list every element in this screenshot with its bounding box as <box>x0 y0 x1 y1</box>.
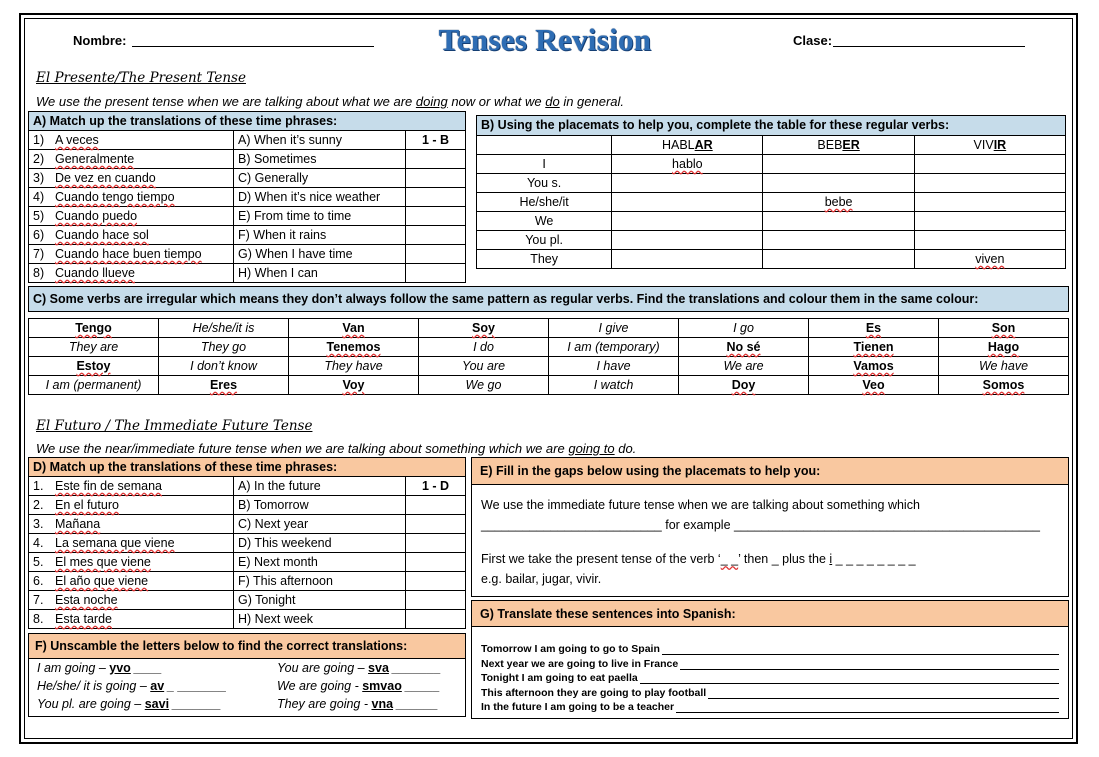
verb-card-text: You are <box>461 358 506 373</box>
phrase-en: F) When it rains <box>234 226 406 245</box>
verb-header <box>612 136 763 155</box>
conjugation-cell[interactable] <box>612 155 763 174</box>
answer-cell[interactable] <box>406 264 466 283</box>
verb-card-text: We are <box>723 358 764 373</box>
answer-cell[interactable] <box>406 610 466 629</box>
box-e-line-2: __________________________ for example ____________________________________________ <box>481 518 1040 532</box>
unscramble-prompt: He/she/ it is going – <box>37 679 151 693</box>
phrase-es-cell <box>29 188 234 207</box>
answer-cell[interactable] <box>406 515 466 534</box>
phrase-es: El mes que viene <box>55 554 151 569</box>
verb-card-text: They go <box>200 339 247 354</box>
clase-field[interactable] <box>833 32 1025 47</box>
table-row <box>29 515 466 534</box>
verb-card[interactable] <box>679 357 809 376</box>
row-number: 8. <box>33 611 44 626</box>
verb-card[interactable] <box>159 338 289 357</box>
phrase-es: A veces <box>55 132 99 147</box>
verb-card[interactable] <box>939 319 1069 338</box>
verb-card-text: Vamos <box>853 358 894 373</box>
box-e-line-4: e.g. bailar, jugar, vivir. <box>481 572 602 586</box>
verb-card[interactable] <box>29 376 159 395</box>
verb-stem: VIV <box>973 137 994 152</box>
phrase-es-cell <box>29 534 234 553</box>
table-row <box>477 155 1066 174</box>
conjugation-cell[interactable] <box>763 212 914 231</box>
verb-card[interactable] <box>289 357 419 376</box>
present-intro: We use the present tense when we are talking about what we are doing now or what we do in general. <box>36 94 625 109</box>
answer-line <box>708 688 1059 699</box>
table-c <box>28 318 1069 395</box>
translate-item[interactable] <box>481 643 1059 655</box>
verb-card[interactable] <box>809 357 939 376</box>
table-a <box>28 111 466 283</box>
table-row <box>29 572 466 591</box>
box-f <box>28 633 466 717</box>
phrase-en: F) This afternoon <box>234 572 406 591</box>
phrase-es-cell <box>29 610 234 629</box>
phrase-es-cell <box>29 496 234 515</box>
table-row <box>29 376 1069 395</box>
phrase-es: Cuando hace buen tiempo <box>55 246 202 261</box>
unscramble-item[interactable] <box>37 697 221 711</box>
scrambled-word: sva <box>368 661 389 675</box>
unscramble-prompt: You pl. are going – <box>37 697 145 711</box>
phrase-en: A) In the future <box>234 477 406 496</box>
phrase-es: Esta tarde <box>55 611 112 626</box>
phrase-en: D) When it’s nice weather <box>234 188 406 207</box>
unscramble-item[interactable] <box>277 661 441 675</box>
phrase-es: La semana que viene <box>55 535 175 550</box>
verb-card-text: Van <box>342 320 365 335</box>
scrambled-word: yvo <box>109 661 131 675</box>
phrase-en: G) When I have time <box>234 245 406 264</box>
table-row <box>29 496 466 515</box>
phrase-en: E) From time to time <box>234 207 406 226</box>
unscramble-prompt: We are going - <box>277 679 363 693</box>
phrase-en: A) When it’s sunny <box>234 131 406 150</box>
verb-card[interactable] <box>809 338 939 357</box>
translate-item[interactable] <box>481 687 1059 699</box>
box-e-line-1: We use the immediate future tense when we are talking about something which <box>481 498 920 512</box>
verb-card[interactable] <box>809 319 939 338</box>
translate-item[interactable] <box>481 658 1059 670</box>
verb-card-text: Tenemos <box>326 339 381 354</box>
verb-card[interactable] <box>289 338 419 357</box>
verb-card[interactable] <box>29 338 159 357</box>
answer-cell[interactable] <box>406 534 466 553</box>
pronoun: He/she/it <box>477 193 612 212</box>
verb-card[interactable] <box>419 338 549 357</box>
phrase-es-cell <box>29 226 234 245</box>
phrase-en: G) Tonight <box>234 591 406 610</box>
table-row <box>29 207 466 226</box>
table-row <box>477 193 1066 212</box>
table-row <box>29 131 466 150</box>
phrase-es: Cuando hace sol <box>55 227 149 242</box>
answer-blank: _______ <box>388 661 442 675</box>
phrase-en: E) Next month <box>234 553 406 572</box>
conjugation-cell[interactable] <box>763 193 914 212</box>
conjugation-cell[interactable] <box>612 193 763 212</box>
phrase-es: Cuando tengo tiempo <box>55 189 175 204</box>
row-number: 6) <box>33 227 45 242</box>
verb-card[interactable] <box>549 319 679 338</box>
phrase-es-cell <box>29 131 234 150</box>
verb-card-text: I don’t know <box>190 358 257 373</box>
verb-card[interactable] <box>939 338 1069 357</box>
answer-cell[interactable] <box>406 496 466 515</box>
row-number: 1. <box>33 478 44 493</box>
conjugation-cell[interactable] <box>914 193 1065 212</box>
answer-blank: _ _______ <box>164 679 227 693</box>
sentence-en: In the future I am going to be a teacher <box>481 701 675 713</box>
phrase-es-cell <box>29 207 234 226</box>
table-row <box>29 264 466 283</box>
verb-card-text: Soy <box>472 320 495 335</box>
box-f-header: F) Unscamble the letters below to find the correct translations: <box>29 634 465 659</box>
row-number: 3. <box>33 516 44 531</box>
verb-card-text: Eres <box>209 377 238 392</box>
verb-card[interactable] <box>809 376 939 395</box>
conjugation-cell[interactable] <box>914 231 1065 250</box>
pronoun: You pl. <box>477 231 612 250</box>
table-row <box>29 338 1069 357</box>
table-row <box>29 169 466 188</box>
verb-card-text: They are <box>68 339 119 354</box>
answer-cell[interactable] <box>406 572 466 591</box>
answer-blank: _______ <box>169 697 222 711</box>
verb-header-row <box>477 136 1066 155</box>
answer-blank: ____ <box>130 661 163 675</box>
unscramble-item[interactable] <box>37 679 227 693</box>
table-row <box>477 212 1066 231</box>
conjugation-cell[interactable] <box>914 212 1065 231</box>
scrambled-word: av <box>150 679 165 693</box>
verb-card[interactable] <box>159 319 289 338</box>
verb-card-text: No sé <box>726 339 761 354</box>
verb-card[interactable] <box>29 319 159 338</box>
table-row <box>477 231 1066 250</box>
verb-ending: IR <box>993 137 1007 152</box>
verb-card-text: Estoy <box>76 358 111 373</box>
verb-card-text: I do <box>473 339 494 354</box>
box-g <box>471 600 1069 719</box>
verb-card[interactable] <box>679 338 809 357</box>
conjugation-cell[interactable] <box>612 231 763 250</box>
sentence-en: This afternoon they are going to play football <box>481 686 707 699</box>
table-row <box>29 610 466 629</box>
verb-card-text: Voy <box>342 377 365 392</box>
phrase-es: Esta noche <box>55 592 118 607</box>
verb-card[interactable] <box>419 319 549 338</box>
answer-cell[interactable] <box>406 591 466 610</box>
answer-line <box>640 673 1059 684</box>
pronoun: I <box>477 155 612 174</box>
empty-cell <box>477 136 612 155</box>
row-number: 6. <box>33 573 44 588</box>
clase-label: Clase: <box>793 33 833 48</box>
verb-card-text: I watch <box>593 377 634 392</box>
table-a-header: A) Match up the translations of these time phrases: <box>29 112 466 131</box>
phrase-en: D) This weekend <box>234 534 406 553</box>
translate-item[interactable] <box>481 672 1059 684</box>
translate-item[interactable] <box>481 701 1059 713</box>
verb-card-text: I am (temporary) <box>567 339 660 354</box>
conjugation-cell[interactable] <box>612 212 763 231</box>
row-number: 5) <box>33 208 45 223</box>
conjugation-cell[interactable] <box>914 250 1065 269</box>
box-e-line-3: First we take the present tense of the verb ‘_ _’ then _ plus the i _ _ _ _ _ _ _ _ <box>481 552 916 566</box>
unscramble-prompt: I am going – <box>37 661 110 675</box>
conjugation: hablo <box>672 156 703 171</box>
row-number: 3) <box>33 170 45 185</box>
verb-stem: HABL <box>661 137 695 152</box>
verb-card-text: Son <box>991 320 1016 335</box>
page-title: Tenses Revision <box>438 22 652 57</box>
conjugation-cell[interactable] <box>763 174 914 193</box>
verb-card[interactable] <box>29 357 159 376</box>
answer-cell[interactable] <box>406 188 466 207</box>
phrase-es-cell <box>29 264 234 283</box>
answer-cell[interactable] <box>406 207 466 226</box>
verb-card-text: Veo <box>862 377 885 392</box>
phrase-en: H) Next week <box>234 610 406 629</box>
table-d-header: D) Match up the translations of these time phrases: <box>29 458 466 477</box>
table-row <box>29 553 466 572</box>
phrase-en: B) Tomorrow <box>234 496 406 515</box>
table-row <box>29 357 1069 376</box>
table-row <box>29 226 466 245</box>
unscramble-item[interactable] <box>277 697 438 711</box>
phrase-es: En el futuro <box>55 497 119 512</box>
verb-card-text: Es <box>865 320 882 335</box>
verb-card-text: We go <box>465 377 502 392</box>
phrase-es-cell <box>29 150 234 169</box>
phrase-es-cell <box>29 245 234 264</box>
table-row <box>29 245 466 264</box>
sentence-en: Next year we are going to live in France <box>481 657 679 670</box>
verb-card[interactable] <box>159 376 289 395</box>
nombre-field[interactable] <box>132 32 374 47</box>
table-row <box>29 591 466 610</box>
table-c-header: C) Some verbs are irregular which means they don’t always follow the same pattern as regular verbs. Find the translations and colour them in the same colour: <box>29 287 1069 312</box>
answer-cell[interactable] <box>406 553 466 572</box>
phrase-en: C) Next year <box>234 515 406 534</box>
box-g-header: G) Translate these sentences into Spanish: <box>472 601 1068 627</box>
answer-cell[interactable] <box>406 150 466 169</box>
table-b-header: B) Using the placemats to help you, complete the table for these regular verbs: <box>477 116 1066 136</box>
row-number: 7) <box>33 246 45 261</box>
phrase-es: Generalmente <box>55 151 135 166</box>
row-number: 4) <box>33 189 45 204</box>
answer-line <box>680 659 1059 670</box>
verb-card[interactable] <box>419 376 549 395</box>
table-d <box>28 457 466 629</box>
table-row <box>477 250 1066 269</box>
verb-card[interactable] <box>289 376 419 395</box>
table-row <box>477 174 1066 193</box>
phrase-es: Este fin de semana <box>55 478 163 493</box>
verb-card-text: Tienen <box>853 339 894 354</box>
future-section-title: El Futuro / The Immediate Future Tense <box>36 418 313 434</box>
verb-card[interactable] <box>939 357 1069 376</box>
phrase-es-cell <box>29 477 234 496</box>
answer-cell[interactable] <box>406 169 466 188</box>
box-e <box>471 457 1069 597</box>
verb-card-text: We have <box>978 358 1029 373</box>
row-number: 2. <box>33 497 44 512</box>
phrase-en: C) Generally <box>234 169 406 188</box>
conjugation: viven <box>975 251 1005 266</box>
table-row <box>29 188 466 207</box>
table-row <box>29 319 1069 338</box>
verb-card-text: Doy <box>731 377 756 392</box>
unscramble-prompt: They are going - <box>277 697 372 711</box>
phrase-es-cell <box>29 553 234 572</box>
phrase-es-cell <box>29 169 234 188</box>
row-number: 7. <box>33 592 44 607</box>
conjugation-cell[interactable] <box>763 250 914 269</box>
verb-card-text: I give <box>598 320 629 335</box>
answer-cell[interactable] <box>406 226 466 245</box>
verb-ending: AR <box>694 137 713 152</box>
unscramble-item[interactable] <box>277 679 440 693</box>
verb-card-text: I am (permanent) <box>45 377 142 392</box>
phrase-es-cell <box>29 591 234 610</box>
unscramble-item[interactable] <box>37 661 162 675</box>
verb-card[interactable] <box>679 319 809 338</box>
verb-card[interactable] <box>939 376 1069 395</box>
nombre-label: Nombre: <box>73 33 127 48</box>
phrase-en: B) Sometimes <box>234 150 406 169</box>
table-row <box>29 477 466 496</box>
scrambled-word: smvao <box>362 679 402 693</box>
verb-ending: ER <box>842 137 860 152</box>
row-number: 8) <box>33 265 45 280</box>
phrase-es-cell <box>29 515 234 534</box>
answer-line <box>662 644 1059 655</box>
verb-card-text: I go <box>733 320 754 335</box>
pronoun: You s. <box>477 174 612 193</box>
verb-card[interactable] <box>549 376 679 395</box>
verb-card[interactable] <box>549 338 679 357</box>
conjugation-cell[interactable] <box>914 174 1065 193</box>
conjugation-cell[interactable] <box>612 250 763 269</box>
sentence-en: Tomorrow I am going to go to Spain <box>481 643 660 655</box>
phrase-es-cell <box>29 572 234 591</box>
table-b <box>476 115 1066 269</box>
verb-card[interactable] <box>419 357 549 376</box>
conjugation-cell[interactable] <box>763 155 914 174</box>
phrase-es: El año que viene <box>55 573 149 588</box>
unscramble-prompt: You are going – <box>277 661 369 675</box>
verb-header <box>914 136 1065 155</box>
answer-cell[interactable] <box>406 245 466 264</box>
conjugation-cell[interactable] <box>763 231 914 250</box>
table-row <box>29 150 466 169</box>
phrase-es: Cuando puedo <box>55 208 138 223</box>
verb-card[interactable] <box>289 319 419 338</box>
answer-cell[interactable]: 1 - D <box>406 477 466 496</box>
scrambled-word: savi <box>144 697 170 711</box>
row-number: 4. <box>33 535 44 550</box>
verb-card-text: He/she/it is <box>192 320 255 335</box>
answer-blank: ______ <box>393 697 439 711</box>
verb-card-text: Tengo <box>75 320 112 335</box>
table-row <box>29 534 466 553</box>
pronoun: They <box>477 250 612 269</box>
answer-blank: _____ <box>401 679 441 693</box>
row-number: 1) <box>33 132 45 147</box>
verb-card[interactable] <box>679 376 809 395</box>
scrambled-word: vna <box>371 697 394 711</box>
conjugation: bebe <box>824 194 853 209</box>
conjugation-cell[interactable] <box>914 155 1065 174</box>
verb-card-text: I have <box>596 358 631 373</box>
present-section-title: El Presente/The Present Tense <box>36 70 246 86</box>
sentence-en: Tonight I am going to eat paella <box>481 672 638 684</box>
verb-card[interactable] <box>549 357 679 376</box>
phrase-en: H) When I can <box>234 264 406 283</box>
verb-card-text: Hago <box>987 339 1020 354</box>
answer-cell[interactable]: 1 - B <box>406 131 466 150</box>
box-e-header: E) Fill in the gaps below using the placemats to help you: <box>472 458 1068 485</box>
verb-stem: BEB <box>817 137 843 152</box>
future-intro: We use the near/immediate future tense when we are talking about something which we are going to do. <box>36 441 637 456</box>
table-c-header-box <box>28 286 1069 312</box>
verb-card-text: They have <box>324 358 383 373</box>
row-number: 5. <box>33 554 44 569</box>
phrase-es: De vez en cuando <box>55 170 156 185</box>
conjugation-cell[interactable] <box>612 174 763 193</box>
answer-line <box>676 702 1059 713</box>
phrase-es: Cuando llueve <box>55 265 135 280</box>
verb-card-text: Somos <box>982 377 1025 392</box>
row-number: 2) <box>33 151 45 166</box>
verb-header <box>763 136 914 155</box>
phrase-es: Mañana <box>55 516 101 531</box>
verb-card[interactable] <box>159 357 289 376</box>
pronoun: We <box>477 212 612 231</box>
